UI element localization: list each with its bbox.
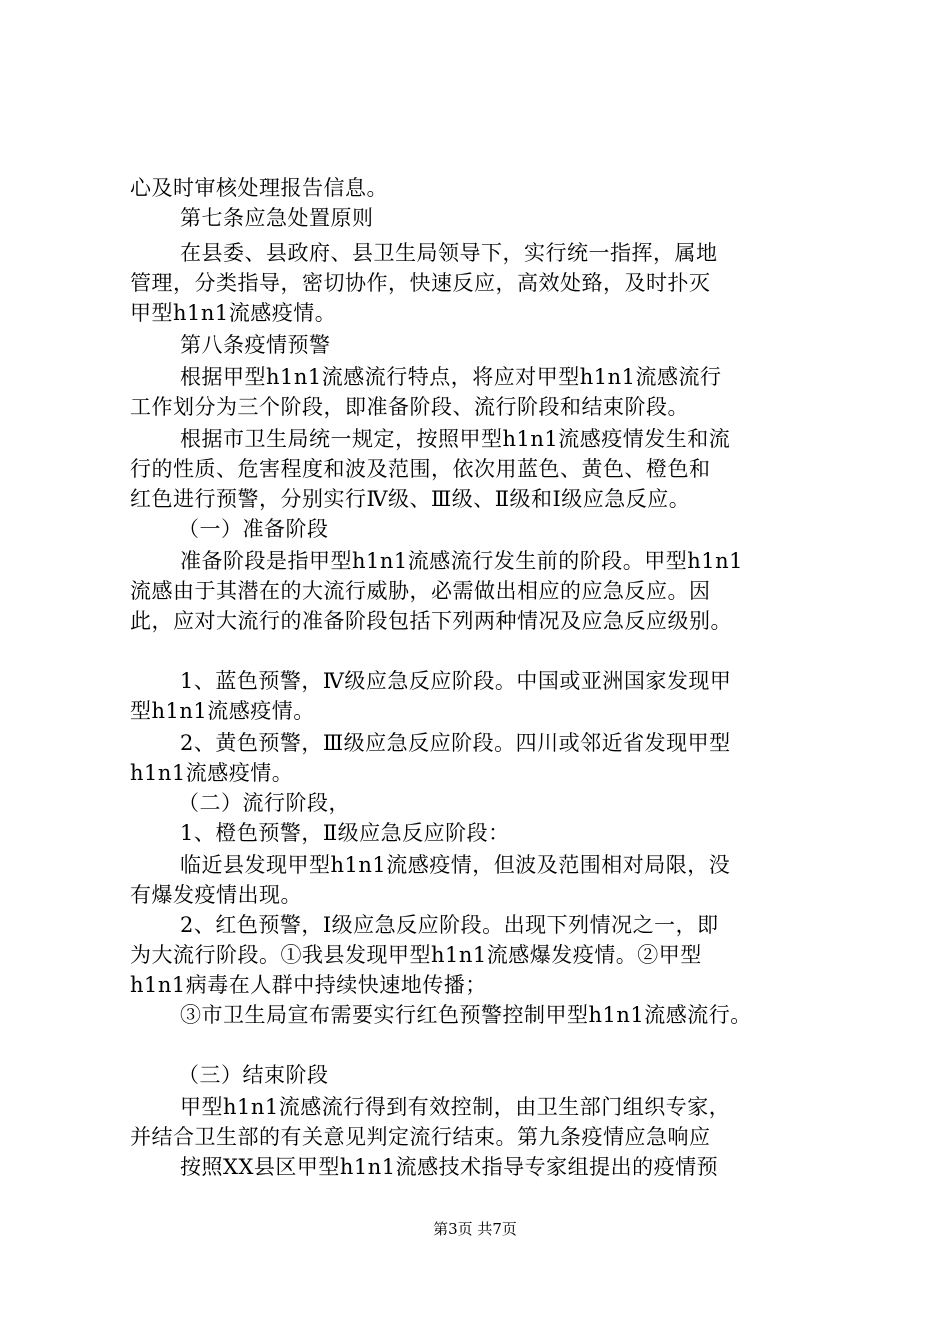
paragraph-line: 临近县发现甲型h1n1流感疫情，但波及范围相对局限，没 bbox=[180, 853, 731, 877]
paragraph-line: 根据市卫生局统一规定，按照甲型h1n1流感疫情发生和流 bbox=[180, 427, 731, 451]
paragraph-line: ③市卫生局宣布需要实行红色预警控制甲型h1n1流感流行。 bbox=[180, 1003, 752, 1027]
paragraph-line: 准备阶段是指甲型h1n1流感流行发生前的阶段。甲型h1n1 bbox=[180, 549, 744, 573]
paragraph-line: 为大流行阶段。①我县发现甲型h1n1流感爆发疫情。②甲型 bbox=[130, 943, 702, 967]
article-heading: 第八条疫情预警 bbox=[180, 333, 331, 357]
paragraph-line: 红色进行预警，分别实行Ⅳ级、Ⅲ级、Ⅱ级和Ⅰ级应急反应。 bbox=[130, 487, 691, 511]
paragraph-line: 型h1n1流感疫情。 bbox=[130, 699, 315, 723]
section-heading: （二）流行阶段， bbox=[178, 791, 350, 815]
paragraph-line: 1、橙色预警，Ⅱ级应急反应阶段： bbox=[180, 821, 510, 845]
paragraph-line: 按照XX县区甲型h1n1流感技术指导专家组提出的疫情预 bbox=[180, 1155, 719, 1179]
paragraph-line: 甲型h1n1流感疫情。 bbox=[130, 301, 337, 325]
paragraph-line: 行的性质、危害程度和波及范围，依次用蓝色、黄色、橙色和 bbox=[130, 457, 711, 481]
paragraph-line: 甲型h1n1流感流行得到有效控制，由卫生部门组织专家， bbox=[180, 1095, 731, 1119]
section-heading: （一）准备阶段 bbox=[178, 517, 329, 541]
paragraph-line: 工作划分为三个阶段，即准备阶段、流行阶段和结束阶段。 bbox=[130, 395, 689, 419]
paragraph-line: 流感由于其潜在的大流行威胁，必需做出相应的应急反应。因 bbox=[130, 579, 711, 603]
paragraph-line: 2、红色预警，Ⅰ级应急反应阶段。出现下列情况之一，即 bbox=[180, 913, 719, 937]
paragraph-line: h1n1病毒在人群中持续快速地传播； bbox=[130, 973, 487, 997]
paragraph-line: 有爆发疫情出现。 bbox=[130, 883, 302, 907]
article-heading: 第七条应急处置原则 bbox=[180, 206, 374, 230]
paragraph-line: 1、蓝色预警，Ⅳ级应急反应阶段。中国或亚洲国家发现甲 bbox=[180, 669, 732, 693]
section-heading: （三）结束阶段 bbox=[178, 1063, 329, 1087]
paragraph-line: 管理，分类指导，密切协作，快速反应，高效处臵，及时扑灭 bbox=[130, 271, 711, 295]
paragraph-line: 并结合卫生部的有关意见判定流行结束。第九条疫情应急响应 bbox=[130, 1125, 711, 1149]
paragraph-line: 心及时审核处理报告信息。 bbox=[130, 176, 388, 200]
paragraph-line: 2、黄色预警，Ⅲ级应急反应阶段。四川或邻近省发现甲型 bbox=[180, 731, 731, 755]
paragraph-line: 在县委、县政府、县卫生局领导下，实行统一指挥，属地 bbox=[180, 241, 718, 265]
page-number-footer: 第3页 共7页 bbox=[433, 1220, 517, 1238]
paragraph-line: 此，应对大流行的准备阶段包括下列两种情况及应急反应级别。 bbox=[130, 609, 732, 633]
paragraph-line: 根据甲型h1n1流感流行特点，将应对甲型h1n1流感流行 bbox=[180, 365, 722, 389]
paragraph-line: h1n1流感疫情。 bbox=[130, 761, 294, 785]
